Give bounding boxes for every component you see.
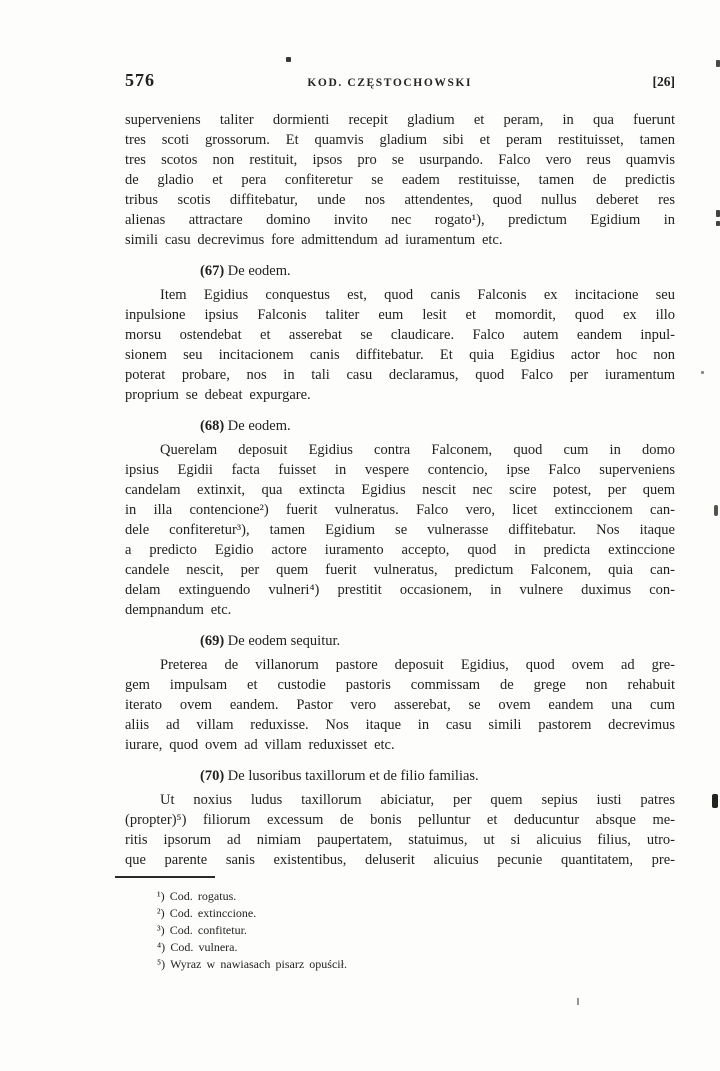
text-line: morsu ostendebat et asserebat se claudicare. Falco autem eandem inpul-	[125, 327, 675, 343]
scan-speck	[577, 998, 579, 1005]
text-line: iterato ovem eandem. Pastor vero asserebat, se ovem eandem una cum	[125, 697, 675, 713]
text-line: ipsius Egidii facta fuisset in vespere contencio, ipse Falco superveniens	[125, 462, 675, 478]
text-line: gem impulsam et custodie pastoris commissam de grege non rehabuit	[125, 677, 675, 693]
section-title: De eodem.	[227, 418, 291, 434]
text-line: sionem seu incitacionem canis diffitebatur. Et quia Egidius actor hoc non	[125, 347, 675, 363]
text-line: tribus scotis diffitebatur, unde nos attendentes, quod nullus deberet res	[125, 192, 675, 208]
section-title: De lusoribus taxillorum et de filio familias.	[227, 768, 479, 784]
paragraph	[125, 110, 675, 250]
text-line: iurare, quod ovem ad villam reduxisset etc.	[125, 737, 395, 753]
paragraph	[125, 655, 675, 755]
section-number: (70)	[200, 768, 228, 784]
text-line: simili casu decrevimus fore admittendum ad iuramentum etc.	[125, 232, 503, 248]
text-line: Item Egidius conquestus est, quod canis Falconis ex incitacione seu	[160, 287, 675, 303]
page-body	[125, 110, 675, 870]
text-line: ritis ipsorum ad nimiam paupertatem, statuimus, ut si alicuius filius, utro-	[125, 832, 675, 848]
text-line: in illa contencione²) fuerit vulneratus. Falco vero, licet extinccionem can-	[125, 502, 675, 518]
scan-speck	[716, 60, 720, 67]
section-title: De eodem.	[227, 263, 291, 279]
paragraph	[125, 285, 675, 405]
footnote-item: ⁵) Wyraz w nawiasach pisarz opuścił.	[157, 957, 347, 971]
footnotes-section	[125, 888, 675, 973]
scan-speck	[716, 221, 720, 226]
text-line: superveniens taliter dormienti recepit gladium et peram, in qua fuerunt	[125, 112, 675, 128]
footnote-item: ²) Cod. extinccione.	[157, 906, 257, 920]
section-heading	[200, 416, 675, 436]
text-line: Ut noxius ludus taxillorum abiciatur, per quem sepius iusti patres	[160, 792, 675, 808]
text-line: candelam extinxit, qua extincta Egidius nescit nec scire potest, per quem	[125, 482, 675, 498]
page-number: 576	[125, 70, 155, 90]
section-title: De eodem sequitur.	[227, 633, 341, 649]
text-line: dele confiteretur³), tamen Egidium se vulnerasse diffitebatur. Nos itaque	[125, 522, 675, 538]
text-line: (propter)⁵) filiorum excessum de bonis pelluntur et deducuntur absque me-	[125, 812, 675, 828]
text-line: Preterea de villanorum pastore deposuit Egidius, quod ovem ad gre-	[160, 657, 675, 673]
text-line: delam extinguendo vulneri⁴) prestitit occasionem, in vulnere duximus con-	[125, 582, 675, 598]
footnote-item: ³) Cod. confitetur.	[157, 923, 247, 937]
text-line: aliis ad villam reduxisse. Nos itaque in casu simili pastorem decrevimus	[125, 717, 675, 733]
text-line: que parente sanis existentibus, deluserit alicuius pecunie quantitatem, pre-	[125, 852, 675, 868]
page-header	[125, 70, 675, 91]
scan-speck	[716, 210, 720, 217]
text-line: alienas attractare domino invito nec rogato¹), predictum Egidium in	[125, 212, 675, 228]
footnote-item: ¹) Cod. rogatus.	[157, 889, 237, 903]
scan-speck	[701, 371, 704, 374]
text-line: de gladio et pera confiteretur se eadem restituisse, tamen de predictis	[125, 172, 675, 188]
text-line: proprium se debeat expurgare.	[125, 387, 311, 403]
running-title: KOD. CZĘSTOCHOWSKI	[307, 77, 473, 89]
section-number: (67)	[200, 263, 228, 279]
paragraph	[125, 440, 675, 620]
text-line: dempnandum etc.	[125, 602, 232, 618]
footnote-divider	[115, 876, 215, 878]
scan-speck	[712, 794, 718, 808]
section-heading	[200, 766, 675, 786]
section-heading	[200, 261, 675, 281]
text-line: a predicto Egidio actore iuramento accepto, quod in predicta extinccione	[125, 542, 675, 558]
scan-speck	[714, 505, 718, 516]
text-line: candele nescit, per quem fuerit vulneratus, predictum Falconem, quia can-	[125, 562, 675, 578]
text-line: inpulsione ipsius Falconis taliter eum lesit et momordit, quod ex illo	[125, 307, 675, 323]
folio-number: [26]	[652, 74, 675, 89]
text-line: tres scoti grossorum. Et quamvis gladium sibi et peram restituisset, tamen	[125, 132, 675, 148]
section-heading	[200, 631, 675, 651]
section-number: (69)	[200, 633, 228, 649]
paragraph	[125, 790, 675, 870]
text-line: tres scotos non restituit, ipsos pro se usurpando. Falco vero reus quamvis	[125, 152, 675, 168]
section-number: (68)	[200, 418, 228, 434]
text-line: Querelam deposuit Egidius contra Falconem, quod cum in domo	[160, 442, 675, 458]
text-line: poterat probare, nos in tali casu declaramus, quod Falco per iuramentum	[125, 367, 675, 383]
footnote-item: ⁴) Cod. vulnera.	[157, 940, 238, 954]
scan-speck	[286, 57, 291, 62]
